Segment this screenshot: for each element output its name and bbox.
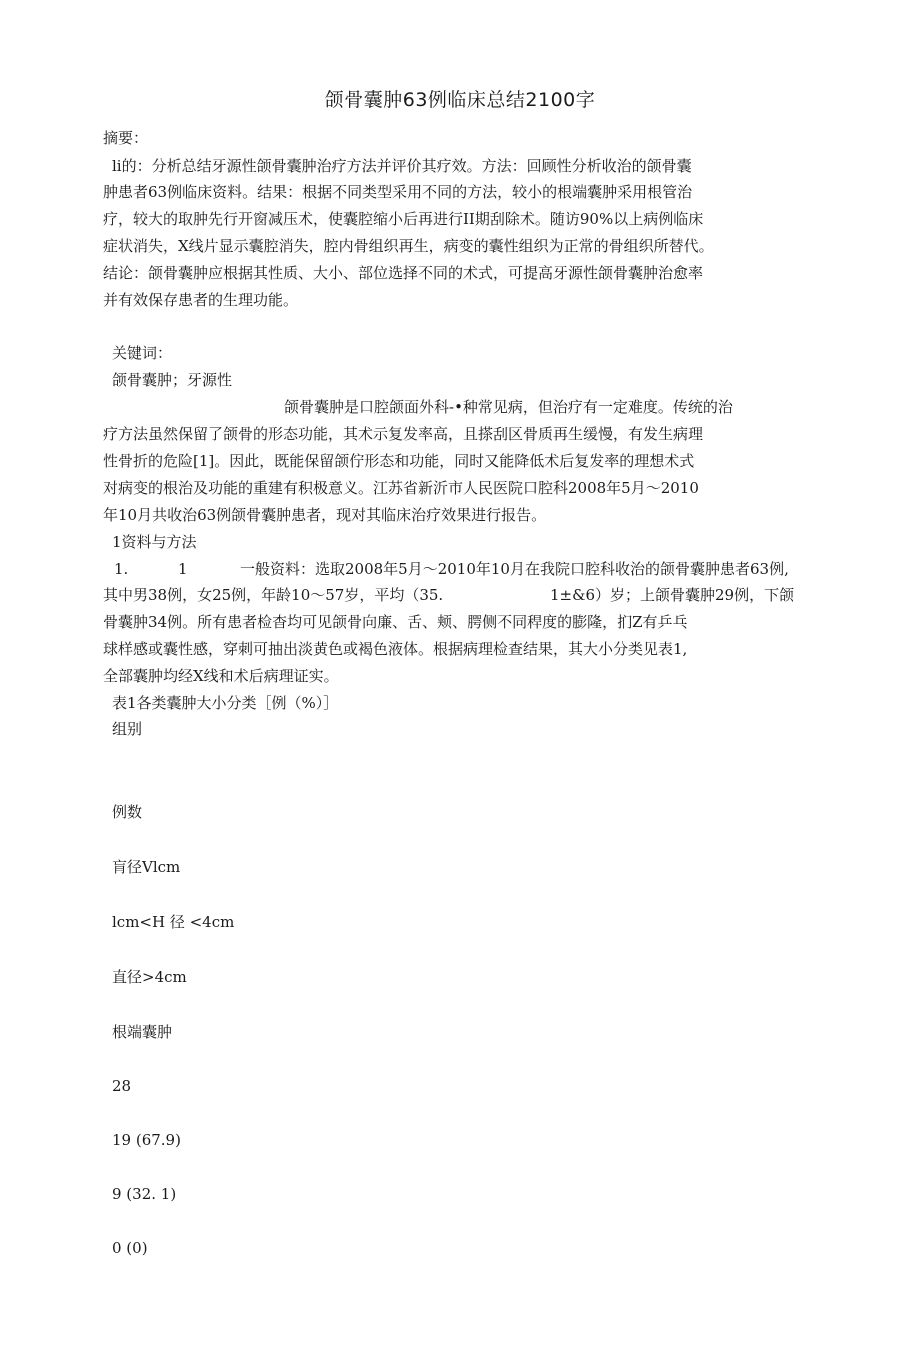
intro-line: 疗方法虽然保留了颌骨的形态功能，其术示复发率高，且搽刮区骨质再生缓慢，有发生病理 xyxy=(103,425,704,443)
keywords-heading: 关键词： xyxy=(112,344,173,362)
intro-line: 年10月共收治63例颌骨囊肿患者，现对其临床治疗效果进行报告。 xyxy=(103,506,547,524)
table-cell: 28 xyxy=(112,1077,132,1095)
table-cell: lcm<H 径 <4cm xyxy=(112,913,235,931)
table-caption: 表1各类囊肿大小分类［例（%）］ xyxy=(112,694,339,712)
section-line: 球样感或囊性感，穿刺可抽出淡黄色或褐色液体。根据病理检查结果，其大小分类见表1, xyxy=(103,640,688,658)
table-cell: 直径>4cm xyxy=(112,968,187,986)
section-line: 1±&6）岁；上颌骨囊肿29例，下颌 xyxy=(550,586,795,604)
section-number-b: 1 xyxy=(178,560,188,578)
section-number-a: 1. xyxy=(114,560,129,578)
section-line: 骨囊肿34例。所有患者检杳均可见颌骨向廉、舌、颊、腭侧不同稈度的膨隆，扪Z有乒乓 xyxy=(103,613,688,631)
table-cell: 肓径Vlcm xyxy=(112,858,181,876)
table-cell: 9 (32. 1) xyxy=(112,1185,177,1203)
table-cell: 0 (0) xyxy=(112,1239,148,1257)
abstract-heading: 摘要： xyxy=(103,129,149,147)
intro-line: 性骨折的危险[1]。因此，既能保留颌佇形态和功能，同时又能降低术后复发率的理想术式 xyxy=(103,452,695,470)
abstract-line: li的：分析总结牙源性颌骨囊肿治疗方法并评价其疗效。方法：回顾性分析收治的颌骨囊 xyxy=(112,157,692,175)
keywords-text: 颌骨囊肿；牙源性 xyxy=(112,371,233,389)
section-line: 全部囊肿均经X线和术后病理证实。 xyxy=(103,667,339,685)
section-line: 一般资料：选取2008年5月〜2010年10月在我院口腔科收治的颌骨囊肿患者63例, xyxy=(240,560,789,578)
table-cell: 组别 xyxy=(112,720,143,738)
document-title: 颌骨囊肿63例临床总结2100字 xyxy=(324,89,596,111)
section-line: 其中男38例，女25例，年龄10〜57岁，平均（35. xyxy=(103,586,444,604)
abstract-line: 肿患者63例临床资料。结果：根据不同类型采用不同的方法，较小的根端囊肿采用根管治 xyxy=(103,183,693,201)
abstract-line: 疗，较大的取肿先行开窗减压术，使囊腔缩小后再进行II期刮除术。随访90%以上病例临床 xyxy=(103,210,704,228)
abstract-line: 并有效保存患者的生理功能。 xyxy=(103,291,299,309)
table-cell: 根端囊肿 xyxy=(112,1023,173,1041)
table-cell: 19 (67.9) xyxy=(112,1131,181,1149)
table-cell: 例数 xyxy=(112,803,143,821)
abstract-line: 结论：颌骨囊肿应根据其性质、大小、部位选择不同的术式，可提高牙源性颌骨囊肿治愈率 xyxy=(103,264,704,282)
section-heading: 1资料与方法 xyxy=(112,533,197,551)
abstract-line: 症状消失，X线片显示囊腔消失，腔内骨组织再生，病变的囊性组织为正常的骨组织所替代。 xyxy=(103,237,714,255)
intro-line: 对病变的根治及功能的重建有积极意义。江苏省新沂市人民医院口腔科2008年5月〜2010 xyxy=(103,479,699,497)
intro-line: 颌骨囊肿是口腔颌面外科-•种常见病，但治疗有一定难度。传统的治 xyxy=(284,398,733,416)
